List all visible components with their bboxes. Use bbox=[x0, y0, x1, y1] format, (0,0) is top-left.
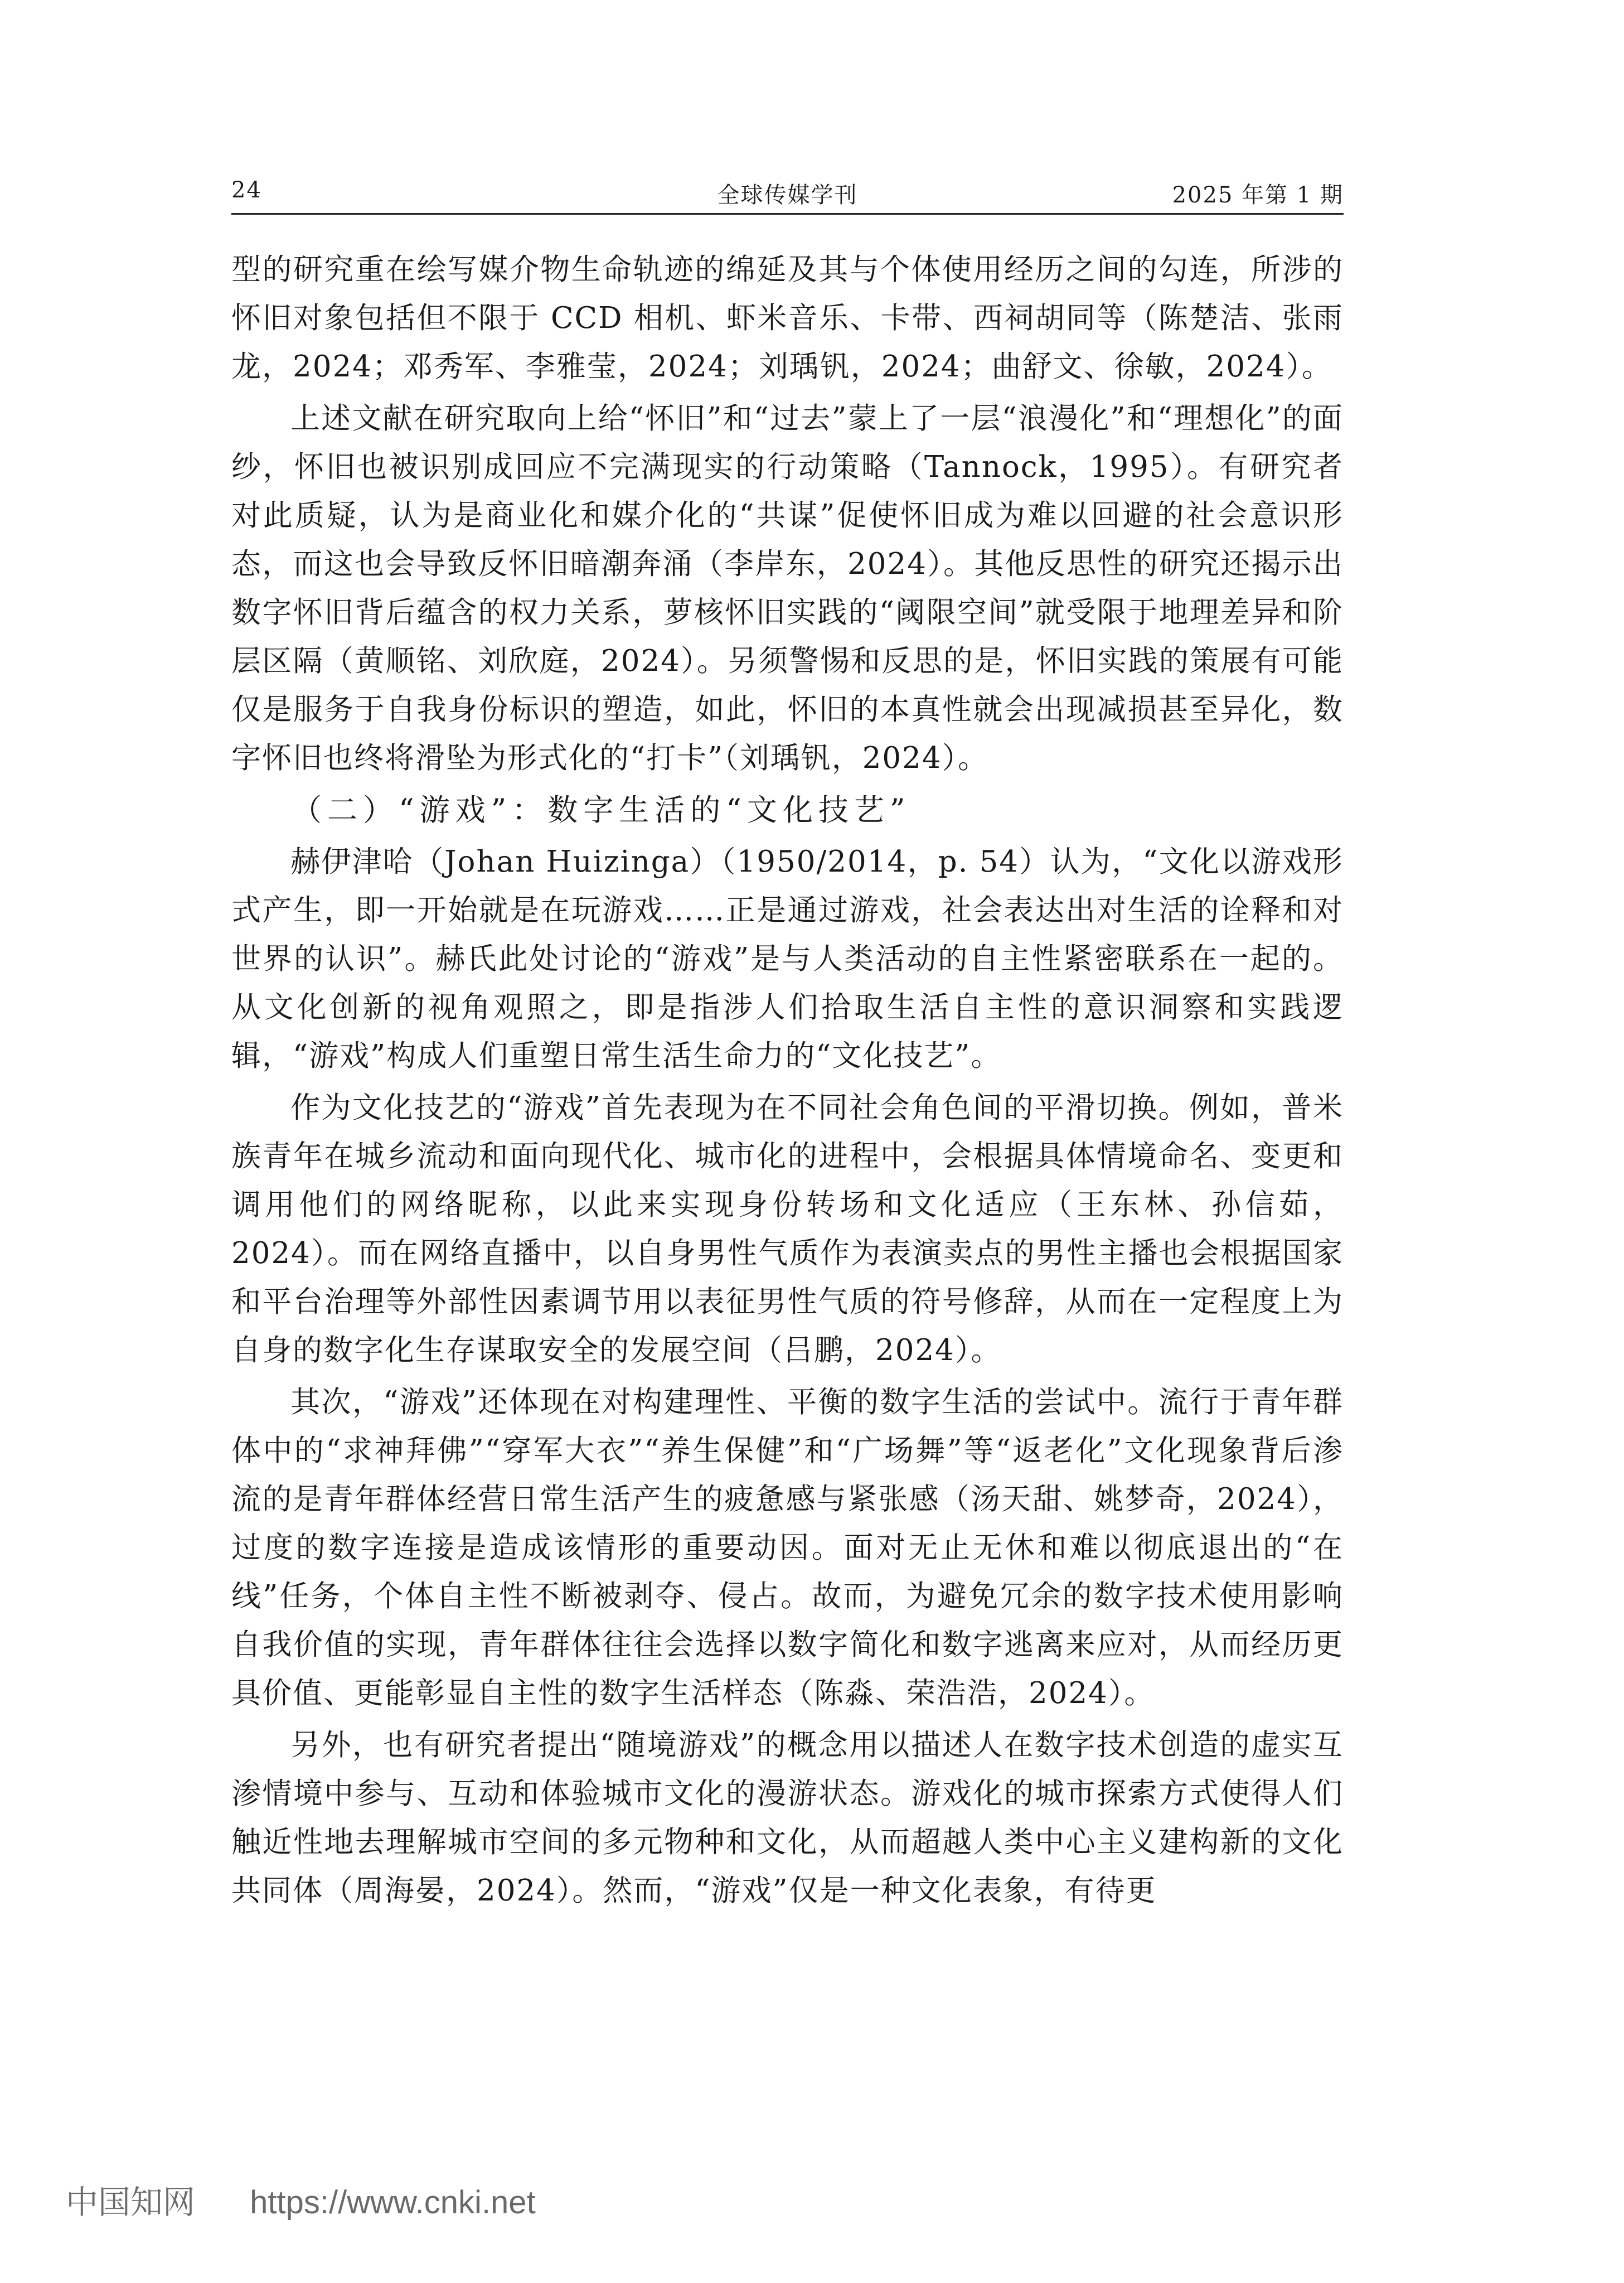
cnki-logo-text: 中国知网 bbox=[66, 2184, 196, 2221]
paragraph: 赫伊津哈（Johan Huizinga）（1950/2014，p. 54）认为，“文化以游戏形式产生，即一开始就是在玩游戏……正是通过游戏，社会表达出对生活的诠释和对世界的认识”。赫氏此处讨论的“游戏”是与人类活动的自主性紧密联系在一起的。从文化创新的视角观照之，即是指涉人们拾取生活自主性的意识洞察和实践逻辑，“游戏”构成人们重塑日常生活生命力的“文化技艺”。 bbox=[231, 845, 1344, 1073]
paragraph: 其次，“游戏”还体现在对构建理性、平衡的数字生活的尝试中。流行于青年群体中的“求神拜佛”“穿军大衣”“养生保健”和“广场舞”等“返老化”文化现象背后渗流的是青年群体经营日常生活产生的疲惫感与紧张感（汤天甜、姚梦奇，2024），过度的数字连接是造成该情形的重要动因。面对无止无休和难以彻底退出的“在线”任务，个体自主性不断被剥夺、侵占。故而，为避免冗余的数字技术使用影响自我价值的实现，青年群体往往会选择以数字简化和数字逃离来应对，从而经历更具价值、更能彰显自主性的数字生活样态（陈淼、荣浩浩，2024）。 bbox=[231, 1385, 1344, 1710]
paragraph: 另外，也有研究者提出“随境游戏”的概念用以描述人在数字技术创造的虚实互渗情境中参与、互动和体验城市文化的漫游状态。游戏化的城市探索方式使得人们触近性地去理解城市空间的多元物种和文化，从而超越人类中心主义建构新的文化共同体（周海晏，2024）。然而，“游戏”仅是一种文化表象，有待更 bbox=[231, 1728, 1344, 1908]
body-text bbox=[231, 245, 1344, 1915]
paragraph: 上述文献在研究取向上给“怀旧”和“过去”蒙上了一层“浪漫化”和“理想化”的面纱，怀旧也被识别成回应不完满现实的行动策略（Tannock，1995）。有研究者对此质疑，认为是商业化和媒介化的“共谋”促使怀旧成为难以回避的社会意识形态，而这也会导致反怀旧暗潮奔涌（李岸东，2024）。其他反思性的研究还揭示出数字怀旧背后蕴含的权力关系，萝核怀旧实践的“阈限空间”就受限于地理差异和阶层区隔（黄顺铭、刘欣庭，2024）。另须警惕和反思的是，怀旧实践的策展有可能仅是服务于自我身份标识的塑造，如此，怀旧的本真性就会出现减损甚至异化，数字怀旧也终将滑坠为形式化的“打卡”（刘瑀钒，2024）。 bbox=[231, 402, 1344, 775]
header-rule bbox=[231, 213, 1344, 215]
cnki-url[interactable]: https://www.cnki.net bbox=[250, 2184, 536, 2221]
page-number: 24 bbox=[231, 177, 262, 203]
section-heading: （二）“游戏”：数字生活的“文化技艺” bbox=[292, 792, 911, 828]
journal-name: 全球传媒学刊 bbox=[717, 182, 858, 208]
issue-label: 2025 年第 1 期 bbox=[1172, 182, 1344, 208]
running-header bbox=[231, 177, 1344, 211]
paragraph: 作为文化技艺的“游戏”首先表现为在不同社会角色间的平滑切换。例如，普米族青年在城乡流动和面向现代化、城市化的进程中，会根据具体情境命名、变更和调用他们的网络昵称，以此来实现身份转场和文化适应（王东林、孙信茹，2024）。而在网络直播中，以自身男性气质作为表演卖点的男性主播也会根据国家和平台治理等外部性因素调节用以表征男性气质的符号修辞，从而在一定程度上为自身的数字化生存谋取安全的发展空间（吕鹏，2024）。 bbox=[231, 1091, 1344, 1367]
cnki-watermark bbox=[66, 2176, 536, 2226]
paragraph-continued: 型的研究重在绘写媒介物生命轨迹的绵延及其与个体使用经历之间的勾连，所涉的怀旧对象包括但不限于 CCD 相机、虾米音乐、卡带、西祠胡同等（陈楚洁、张雨龙，2024；邓秀军、李雅莹，2024；刘瑀钒，2024；曲舒文、徐敏，2024）。 bbox=[231, 253, 1344, 384]
